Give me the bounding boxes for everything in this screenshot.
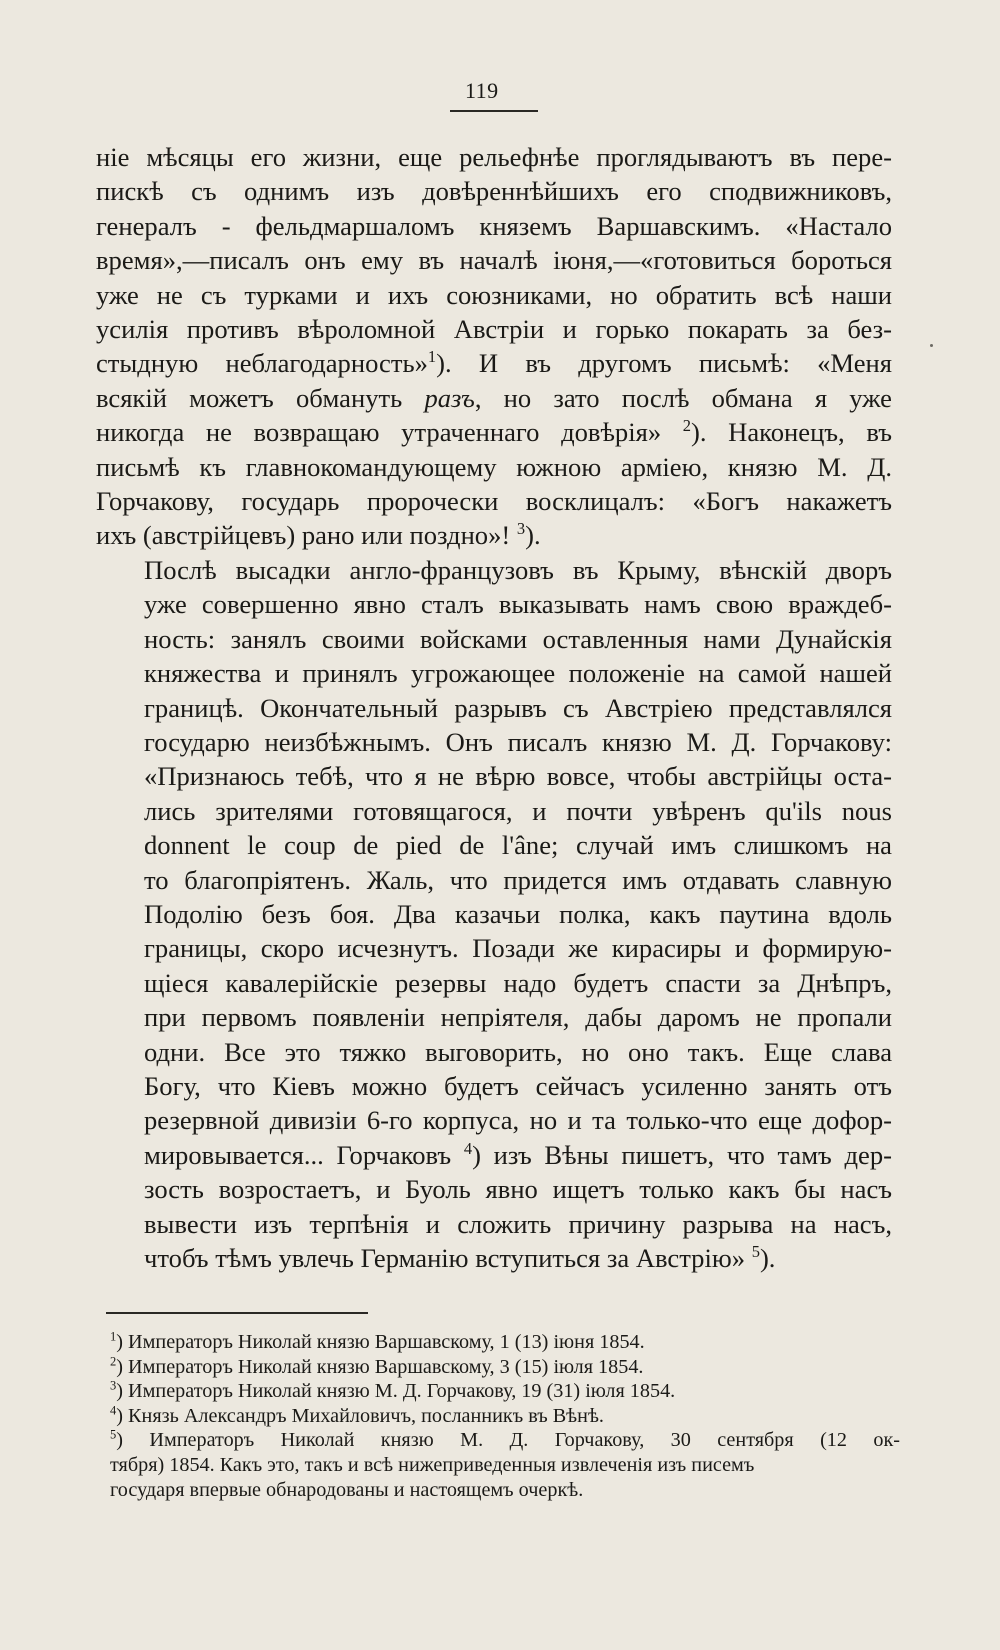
text-line: усилія противъ вѣроломной Австріи и горько покарать за без- <box>96 314 892 345</box>
text-line: границѣ. Окончательный разрывъ съ Австріею представлялся <box>144 692 892 723</box>
footnote-5-continued: государя впервые обнародованы и настоящемъ очеркѣ. <box>110 1478 584 1501</box>
text-line: ніе мѣсяцы его жизни, еще рельефнѣе проглядываютъ въ пере- <box>96 142 892 172</box>
footnote-ref-4: 4 <box>463 1138 473 1158</box>
footnote-3: $^3$) Императоръ Николай князю М. Д. Горчакову, 19 (31) іюля 1854. <box>110 1378 676 1403</box>
text-segment: стыдную неблагодарность» <box>96 348 428 379</box>
footnote-5-continued: тября) 1854. Какъ это, такъ и всѣ нижеприведенныя извлеченія изъ писемъ <box>110 1453 755 1476</box>
text-segment: всякій можетъ обмануть <box>96 382 425 413</box>
text-line: donnent le coup de pied de l'âne; случай имъ слишкомъ на <box>144 830 892 861</box>
text-line: Подолію безъ боя. Два казачьи полка, какъ паутина вдоль <box>144 898 892 929</box>
text-line: зость возростаетъ, и Буоль явно ищетъ только какъ бы насъ <box>144 1174 892 1205</box>
text-line: одни. Все это тяжко выговорить, но оно такъ. Еще слава <box>144 1036 892 1067</box>
text-line: лись зрителями готовящагося, и почти увѣренъ qu'ils nous <box>144 795 892 826</box>
text-line: государю неизбѣжнымъ. Онъ писалъ князю М. Д. Горчакову: <box>144 726 892 757</box>
footnote-marker: 3 <box>110 1378 117 1393</box>
text-line <box>96 518 892 552</box>
main-text <box>96 140 892 1275</box>
footnote-ref-1: 1 <box>427 347 437 367</box>
footnote-text: Императоръ Николай князю М. Д. Горчакову, 19 (31) іюля 1854. <box>128 1380 676 1403</box>
text-line: то благопріятенъ. Жаль, что придется имъ отдавать славную <box>144 864 892 895</box>
text-line <box>96 346 892 380</box>
footnotes <box>110 1330 900 1502</box>
text-segment: никогда не возвращаю утраченнаго довѣрія» <box>96 417 662 448</box>
text-segment: ) изъ Вѣны пишетъ, что тамъ дер- <box>472 1139 892 1170</box>
text-line: княжества и принялъ угрожающее положеніе на самой нашей <box>144 658 892 689</box>
footnote-marker: 5 <box>110 1427 117 1442</box>
text-line: письмѣ къ главнокомандующему южною арміею, князю М. Д. <box>96 451 892 482</box>
footnote-ref-3: 3 <box>516 519 526 539</box>
paragraph-1 <box>96 140 892 553</box>
footnote-text: Князь Александръ Михайловичъ, посланникъ въ Вѣнѣ. <box>128 1404 604 1427</box>
text-line: Горчакову, государь пророчески восклицалъ: «Богъ накажетъ <box>96 486 892 517</box>
footnote-5: $^5$) Императоръ Николай князю М. Д. Горчакову, 30 сентября (12 ок- <box>110 1427 900 1452</box>
footnote-ref-2: 2 <box>682 416 692 436</box>
text-line: резервной дивизіи 6-го корпуса, но и та только-что еще дофор- <box>144 1105 892 1136</box>
text-line: уже не съ турками и ихъ союзниками, но обратить всѣ наши <box>96 279 892 310</box>
text-segment: , но зато послѣ обмана я уже <box>474 382 892 413</box>
text-segment: чтобъ тѣмъ увлечь Германію вступиться за Австрію» <box>144 1243 746 1273</box>
text-line: Послѣ высадки англо-французовъ въ Крыму, вѣнскій дворъ <box>144 554 892 585</box>
text-line: время»,—писалъ онъ ему въ началѣ іюня,—«готовиться бороться <box>96 245 892 276</box>
text-line: уже совершенно явно сталъ выказывать намъ свою враждеб- <box>144 589 892 620</box>
text-line: вывести изъ терпѣнія и сложить причину разрыва на насъ, <box>144 1208 892 1239</box>
text-line <box>96 1138 892 1172</box>
text-segment: мировывается... Горчаковъ <box>144 1139 452 1170</box>
footnote-text: Императоръ Николай князю Варшавскому, 3 (15) іюля 1854. <box>128 1355 644 1378</box>
footnote-text: Императоръ Николай князю Варшавскому, 1 (13) іюня 1854. <box>128 1331 645 1353</box>
text-line <box>96 381 892 415</box>
text-segment: ). Наконецъ, въ <box>691 417 892 448</box>
footnote-text: Императоръ Николай князю М. Д. Горчакову, 30 сентября (12 ок- <box>149 1429 900 1452</box>
footnote-4: $^4$) Князь Александръ Михайловичъ, посланникъ въ Вѣнѣ. <box>110 1403 604 1427</box>
paragraph-2 <box>96 553 892 1276</box>
text-line: ность: занялъ своими войсками оставленныя нами Дунайскія <box>144 623 892 654</box>
emphasis-text: разъ <box>424 382 475 413</box>
page-number: 119 <box>465 78 499 103</box>
footnote-2: $^2$) Императоръ Николай князю Варшавскому, 3 (15) іюля 1854. <box>110 1353 644 1378</box>
text-line: при первомъ появленіи непріятеля, дабы даромъ не пропали <box>144 1002 892 1033</box>
text-segment: ). <box>759 1243 776 1273</box>
footnote-marker: 4 <box>110 1403 117 1418</box>
text-segment: ихъ (австрійцевъ) рано или поздно»! <box>96 520 511 551</box>
footnote-rule <box>106 1312 368 1314</box>
paper-speck <box>930 344 933 347</box>
footnote-marker: 2 <box>110 1353 117 1368</box>
text-line: «Признаюсь тебѣ, что я не вѣрю вовсе, чтобы австрійцы оста- <box>144 761 892 792</box>
text-segment: ). <box>525 520 541 551</box>
text-line: пискѣ съ однимъ изъ довѣреннѣйшихъ его сподвижниковъ, <box>96 176 892 207</box>
footnote-1: $^1$) Императоръ Николай князю Варшавскому, 1 (13) іюня 1854. <box>110 1329 645 1353</box>
text-line <box>96 415 892 449</box>
header-rule <box>450 110 538 112</box>
text-line: границы, скоро исчезнутъ. Позади же кирасиры и формирую- <box>144 933 892 964</box>
text-segment: ). И въ другомъ письмѣ: «Меня <box>436 348 892 379</box>
text-line: Богу, что Кіевъ можно будетъ сейчасъ усиленно занять отъ <box>144 1070 892 1101</box>
footnote-ref-5: 5 <box>751 1242 760 1262</box>
footnote-marker: 1 <box>110 1329 117 1344</box>
text-line <box>96 1241 892 1275</box>
text-line: генералъ - фельдмаршаломъ княземъ Варшавскимъ. «Настало <box>96 210 892 241</box>
text-line: щіеся кавалерійскіе резервы надо будетъ спасти за Днѣпръ, <box>144 967 892 998</box>
